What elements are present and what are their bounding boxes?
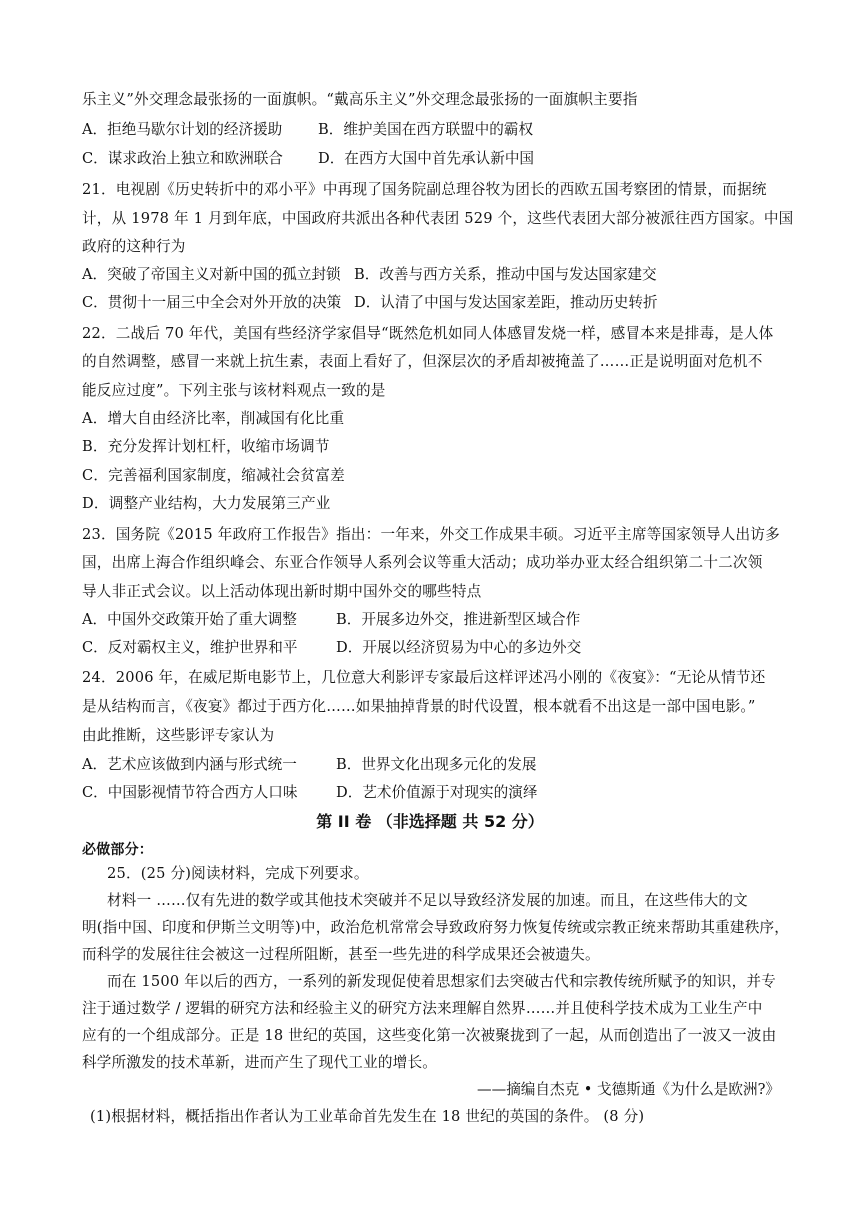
q25-paragraph-2-line-2: 注于通过数学 / 逻辑的研究方法和经验主义的研究方法来理解自然界……并且使科学技术成为工业生产中: [82, 1000, 763, 1017]
q21-option-c: C．贯彻十一届三中全会对外开放的决策: [82, 294, 342, 311]
q24-stem-line-2: 是从结构而言，《夜宴》都过于西方化……如果抽掉背景的时代设置，根本就看不出这是一部中国电影。”: [82, 698, 756, 715]
q20-stem-tail: 乐主义”外交理念最张扬的一面旗帜。“戴高乐主义”外交理念最张扬的一面旗帜主要指: [82, 91, 638, 108]
q23-stem-line-3: 导人非正式会议。以上活动体现出新时期中国外交的哪些特点: [82, 583, 482, 600]
q20-option-a: A．拒绝马歇尔计划的经济援助: [82, 121, 283, 138]
q24-option-c: C．中国影视情节符合西方人口味: [82, 784, 298, 801]
q22-option-a: A．增大自由经济比率，削减国有化比重: [82, 410, 345, 427]
q21-stem-line-2: 计，从 1978 年 1 月到年底，中国政府共派出各种代表团 529 个，这些代表团大部分被派往西方国家。中国: [82, 210, 794, 227]
q23-option-c: C．反对霸权主义，维护世界和平: [82, 639, 298, 656]
q25-material-1-line-2: 明(指中国、印度和伊斯兰文明等)中，政治危机常常会导致政府努力恢复传统或宗教正统来帮助其重建秩序，: [82, 919, 790, 936]
q20-options-row-1: [82, 120, 533, 140]
q25-paragraph-2-line-1: 而在 1500 年以后的西方，一系列的新发现促使着思想家们去突破古代和宗教传统所赋予的知识，并专: [107, 973, 776, 990]
q25-material-1-line-3: 而科学的发展往往会被这一过程所阻断，甚至一些先进的科学成果还会被遗失。: [82, 946, 600, 963]
q25-subquestion-1: (1)根据材料，概括指出作者认为工业革命首先发生在 18 世纪的英国的条件。 (8 分): [90, 1108, 645, 1125]
q23-stem-line-2: 国，出席上海合作组织峰会、东亚合作领导人系列会议等重大活动；成功举办亚太经合组织第二十二次领: [82, 554, 763, 571]
q21-option-a: A．突破了帝国主义对新中国的孤立封锁: [82, 266, 341, 283]
q22-stem-line-1: 22．二战后 70 年代，美国有些经济学家倡导“既然危机如同人体感冒发烧一样，感冒本来是排毒，是人体: [82, 325, 774, 342]
q23-stem-line-1: 23．国务院《2015 年政府工作报告》指出：一年来，外交工作成果丰硕。习近平主席等国家领导人出访多: [82, 526, 780, 543]
q25-intro: 25．(25 分)阅读材料，完成下列要求。: [107, 865, 369, 882]
q21-stem-line-3: 政府的这种行为: [82, 238, 186, 255]
q20-option-c: C．谋求政治上独立和欧洲联合: [82, 150, 283, 167]
q25-paragraph-2-line-3: 应有的一个组成部分。正是 18 世纪的英国，这些变化第一次被聚拢到了一起，从而创造出了一波又一波由: [82, 1027, 777, 1044]
q24-stem-line-3: 由此推断，这些影评专家认为: [82, 727, 275, 744]
q23-options-row-2: [82, 638, 581, 658]
q21-options-row-2: [82, 293, 658, 313]
section-2-title: 第 II 卷 （非选择题 共 52 分）: [316, 812, 544, 831]
q21-stem-line-1: 21．电视剧《历史转折中的邓小平》中再现了国务院副总理谷牧为团长的西欧五国考察团的情景，而据统: [82, 181, 767, 198]
q25-material-1-line-1: 材料一 ……仅有先进的数学或其他技术突破并不足以导致经济发展的加速。而且，在这些伟大的文: [107, 892, 748, 909]
q22-option-b: B．充分发挥计划杠杆，收缩市场调节: [82, 438, 330, 455]
q24-options-row-1: [82, 755, 536, 775]
q23-option-d: D．开展以经济贸易为中心的多边外交: [336, 639, 582, 656]
q22-option-c: C．完善福利国家制度，缩减社会贫富差: [82, 467, 345, 484]
q24-option-d: D．艺术价值源于对现实的演绎: [336, 784, 538, 801]
required-part-label: 必做部分：: [82, 842, 153, 858]
q21-option-d: D．认清了中国与发达国家差距，推动历史转折: [354, 294, 658, 311]
q25-source-citation: ——摘编自杰克 • 戈德斯通《为什么是欧洲?》: [477, 1081, 780, 1098]
q23-options-row-1: [82, 610, 580, 630]
q22-stem-line-2: 的自然调整，感冒一来就上抗生素，表面上看好了，但深层次的矛盾却被掩盖了……正是说明面对危机不: [82, 353, 763, 370]
q21-option-b: B．改善与西方关系，推动中国与发达国家建交: [354, 266, 657, 283]
q24-option-a: A．艺术应该做到内涵与形式统一: [82, 756, 297, 773]
q20-option-d: D．在西方大国中首先承认新中国: [318, 150, 535, 167]
q24-option-b: B．世界文化出现多元化的发展: [336, 756, 537, 773]
q24-options-row-2: [82, 783, 537, 803]
q23-option-b: B．开展多边外交，推进新型区域合作: [336, 611, 581, 628]
q22-option-d: D．调整产业结构，大力发展第三产业: [82, 495, 331, 512]
q25-paragraph-2-line-4: 科学所激发的技术革新，进而产生了现代工业的增长。: [82, 1054, 438, 1071]
q20-options-row-2: [82, 149, 534, 169]
q22-stem-line-3: 能反应过度”。下列主张与该材料观点一致的是: [82, 382, 386, 399]
q24-stem-line-1: 24．2006 年，在威尼斯电影节上，几位意大利影评专家最后这样评述冯小刚的《夜宴》：“无论从情节还: [82, 669, 766, 686]
q21-options-row-1: [82, 265, 657, 285]
q23-option-a: A．中国外交政策开始了重大调整: [82, 611, 297, 628]
q20-option-b: B．维护美国在西方联盟中的霸权: [318, 121, 534, 138]
